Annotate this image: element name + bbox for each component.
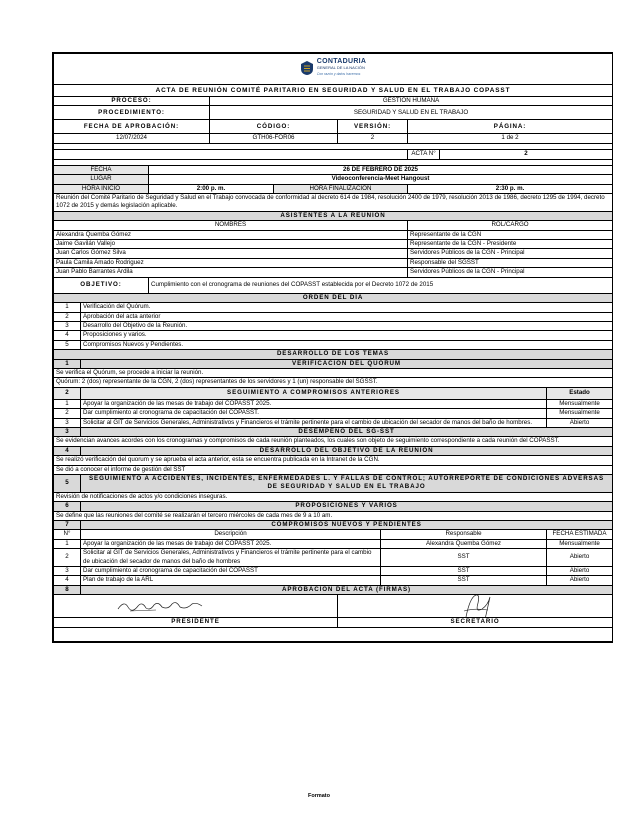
attendees-col-role: ROL/CARGO: [408, 221, 613, 230]
section-number: 6: [54, 502, 81, 511]
attendee-role: Servidores Públicos de la CGN - Principal: [408, 249, 613, 258]
section-text: Se dió a conocer el informe de gestión del SST: [54, 465, 613, 474]
lugar-value: Videoconferencia-Meet Hangoust: [149, 175, 613, 184]
section-text: Se realizó verificación del quorum y se aprueba el acta anterior, esta se encuentra publicada en la Intranet de la CGN.: [54, 456, 613, 465]
followup-text: Solicitar al GIT de Servicios Generales, Administrativos y Financieros el trámite pertinente para el cambio de ubicación del secador de manos del baño de hombres.: [81, 418, 547, 427]
commitment-resp: SST: [381, 567, 547, 576]
agenda-num: 3: [54, 321, 81, 330]
commitment-desc: Apoyar la organización de las mesas de trabajo del COPASST 2025.: [81, 539, 381, 548]
secretary-label: SECRETARIO: [338, 618, 613, 627]
cgn-logo: [300, 59, 367, 77]
section-title: DESARROLLO DEL OBJETIVO DE LA REUNIÓN: [81, 446, 613, 455]
development-title: DESARROLLO DE LOS TEMAS: [54, 350, 613, 359]
acta-table: [53, 53, 613, 642]
section-title: PROPOSICIONES Y VARIOS: [81, 502, 613, 511]
commitment-date: Abierto: [547, 576, 613, 585]
commitment-num: 3: [54, 567, 81, 576]
president-signature-cell: [54, 595, 338, 618]
section-title: DESEMPEÑO DEL SG-SST: [81, 427, 613, 436]
acta-document: [52, 52, 613, 643]
commitments-col-resp: Responsable: [381, 530, 547, 539]
status-header: Estado: [547, 387, 613, 399]
agenda-title: ORDEN DEL DÍA: [54, 293, 613, 302]
section-title: SEGUIMIENTO A ACCIDENTES, INCIDENTES, ENFERMEDADES L. Y FALLAS DE CONTROL; AUTORREPORTE DE CONDICIONES ADVERSAS DE SEGURIDAD Y SALUD EN EL TRABAJO: [81, 475, 613, 493]
fecha-aprobacion-label: FECHA DE APROBACIÓN:: [54, 120, 210, 134]
fecha-aprobacion-value: 12/07/2024: [54, 134, 210, 143]
agenda-text: Aprobación del acta anterior: [81, 312, 613, 321]
meeting-intro: Reunión del Comité Paritario de Seguridad y Salud en el Trabajo convocada de conformidad al decreto 614 de 1984, resolución 2400 de 1979, resolución 2013 de 1986, decreto 1295 de 1994, decreto 1072 de 2015 y demás legislación aplicable.: [54, 194, 613, 212]
secretary-signature-icon: [460, 595, 500, 618]
section-number: 3: [54, 427, 81, 436]
followup-row: [54, 409, 613, 418]
logo-line1: CONTADURIA: [316, 57, 367, 65]
section-text: Se evidencian avances acordes con los cronogramas y compromisos de cada reunión planteados, los cuales son objeto de seguimiento correspondiente a cada reunión del COPASST.: [54, 437, 613, 446]
secretary-signature-cell: [338, 595, 613, 618]
attendee-role: Representante de la CGN - Presidente: [408, 240, 613, 249]
hora-inicio-value: 2:00 p. m.: [149, 184, 274, 193]
attendees-title: ASISTENTES A LA REUNIÓN: [54, 211, 613, 220]
footer-text: Formato: [308, 793, 330, 799]
commitment-resp: SST: [381, 549, 547, 567]
logo-line2: GENERAL DE LA NACIÓN: [316, 64, 365, 70]
followup-num: 2: [54, 409, 81, 418]
logo-line3: Con razón y datos hacemos: [316, 71, 361, 76]
procedimiento-value: SEGURIDAD Y SALUD EN EL TRABAJO: [210, 106, 613, 120]
commitment-desc: Plan de trabajo de la ARL: [81, 576, 381, 585]
agenda-item: [54, 321, 613, 330]
followup-row: [54, 418, 613, 427]
attendees-col-name: NOMBRES: [54, 221, 408, 230]
hora-fin-label: HORA FINALIZACIÓN: [274, 184, 408, 193]
president-signature-icon: [116, 598, 206, 614]
attendee-role: Representante de la CGN: [408, 230, 613, 239]
codigo-label: CÓDIGO:: [210, 120, 338, 134]
commitment-row: [54, 567, 613, 576]
commitment-num: 1: [54, 539, 81, 548]
agenda-text: Proposiciones y varios.: [81, 331, 613, 340]
acta-spacer: [54, 149, 408, 159]
objective-text: Cumplimiento con el cronograma de reuniones del COPASST establecida por el Decreto 1072 de 2015: [149, 277, 613, 293]
attendee-name: Juan Carlos Gómez Silva: [54, 249, 408, 258]
agenda-item: [54, 331, 613, 340]
agenda-text: Verificación del Quórum.: [81, 303, 613, 312]
attendee-row: [54, 258, 613, 267]
followup-text: Dar cumplimiento al cronograma de capacitación del COPASST.: [81, 409, 547, 418]
section-number: 5: [54, 475, 81, 493]
fecha-value: 26 DE FEBRERO DE 2025: [149, 165, 613, 174]
agenda-num: 2: [54, 312, 81, 321]
followup-row: [54, 399, 613, 408]
hora-inicio-label: HORA INICIO: [54, 184, 149, 193]
section-title: SEGUIMIENTO A COMPROMISOS ANTERIORES: [81, 387, 547, 399]
attendee-row: [54, 249, 613, 258]
commitment-desc: Dar cumplimiento al cronograma de capacitación del COPASST: [81, 567, 381, 576]
proceso-label: PROCESO:: [54, 97, 210, 106]
objective-label: OBJETIVO:: [54, 277, 149, 293]
section-title: VERIFICACIÓN DEL QUORUM: [81, 359, 613, 368]
proceso-value: GESTIÓN HUMANA: [210, 97, 613, 106]
commitment-row: [54, 539, 613, 548]
fecha-label: FECHA: [54, 165, 149, 174]
cgn-emblem-icon: [300, 60, 314, 76]
followup-status: Mensualmente: [547, 409, 613, 418]
commitment-date: Abierto: [547, 549, 613, 567]
pagina-value: 1 de 2: [408, 134, 613, 143]
codigo-value: GTH06-FOR06: [210, 134, 338, 143]
attendee-role: Servidores Públicos de la CGN - Principal: [408, 268, 613, 277]
agenda-num: 1: [54, 303, 81, 312]
section-number: 8: [54, 585, 81, 594]
attendee-row: [54, 268, 613, 277]
agenda-num: 4: [54, 331, 81, 340]
section-number: 1: [54, 359, 81, 368]
section-text: Se define que las reuniones del comité se realizarán el tercero miércoles de cada mes de 9 a 10 am.: [54, 511, 613, 520]
commitments-col-date: FECHA ESTIMADA: [547, 530, 613, 539]
attendee-role: Responsable del SGSST: [408, 258, 613, 267]
commitment-date: Mensualmente: [547, 539, 613, 548]
followup-num: 1: [54, 399, 81, 408]
agenda-num: 5: [54, 340, 81, 349]
agenda-item: [54, 340, 613, 349]
section-number: 7: [54, 521, 81, 530]
commitment-date: Abierto: [547, 567, 613, 576]
agenda-item: [54, 303, 613, 312]
section-title: COMPROMISOS NUEVOS Y PENDIENTES: [81, 521, 613, 530]
followup-status: Mensualmente: [547, 399, 613, 408]
attendee-name: Juan Pablo Barrantes Ardila: [54, 268, 408, 277]
commitments-col-num: N°: [54, 530, 81, 539]
attendee-row: [54, 230, 613, 239]
followup-status: Abierto: [547, 418, 613, 427]
version-label: VERSIÓN:: [338, 120, 408, 134]
hora-fin-value: 2:30 p. m.: [408, 184, 613, 193]
section-text: Revisión de notificaciones de actos y/o condiciones inseguras.: [54, 492, 613, 501]
commitment-row: [54, 549, 613, 567]
attendee-row: [54, 240, 613, 249]
section-text: Se verifica el Quórum, se procede a iniciar la reunión.: [54, 368, 613, 377]
commitments-col-desc: Descripción: [81, 530, 381, 539]
bottom-spacer: [54, 627, 613, 641]
followup-text: Apoyar la organización de las mesas de trabajo del COPASST 2025.: [81, 399, 547, 408]
version-value: 2: [338, 134, 408, 143]
commitment-resp: Alexandra Quemba Gómez: [381, 539, 547, 548]
section-title: APROBACIÓN DEL ACTA (FIRMAS): [81, 585, 613, 594]
attendee-name: Paula Camila Amado Rodriguez: [54, 258, 408, 267]
commitment-row: [54, 576, 613, 585]
section-text: Quórum: 2 (dos) representante de la CGN, 2 (dos) representantes de los servidores y 1 (un) responsable del SGSST.: [54, 378, 613, 387]
commitment-num: 2: [54, 549, 81, 567]
attendee-name: Jaime Gavilán Vallejo: [54, 240, 408, 249]
followup-num: 3: [54, 418, 81, 427]
agenda-text: Compromisos Nuevos y Pendientes.: [81, 340, 613, 349]
document-title: ACTA DE REUNIÓN COMITÉ PARITARIO EN SEGURIDAD Y SALUD EN EL TRABAJO COPASST: [54, 85, 613, 97]
acta-label: ACTA N°: [408, 149, 440, 159]
attendee-name: Alexandra Quemba Gómez: [54, 230, 408, 239]
commitment-num: 4: [54, 576, 81, 585]
agenda-text: Desarrollo del Objetivo de la Reunión.: [81, 321, 613, 330]
commitment-desc: Solicitar al GIT de Servicios Generales, Administrativos y Financieros el trámite pertinente para el cambio de ubicación del secador de manos del baño de hombres: [81, 549, 381, 567]
section-number: 4: [54, 446, 81, 455]
lugar-label: LUGAR: [54, 175, 149, 184]
agenda-item: [54, 312, 613, 321]
commitment-resp: SST: [381, 576, 547, 585]
president-label: PRESIDENTE: [54, 618, 338, 627]
procedimiento-label: PROCEDIMIENTO:: [54, 106, 210, 120]
logo-cell: [54, 54, 613, 85]
pagina-label: PÁGINA:: [408, 120, 613, 134]
section-number: 2: [54, 387, 81, 399]
acta-value: 2: [440, 149, 613, 159]
